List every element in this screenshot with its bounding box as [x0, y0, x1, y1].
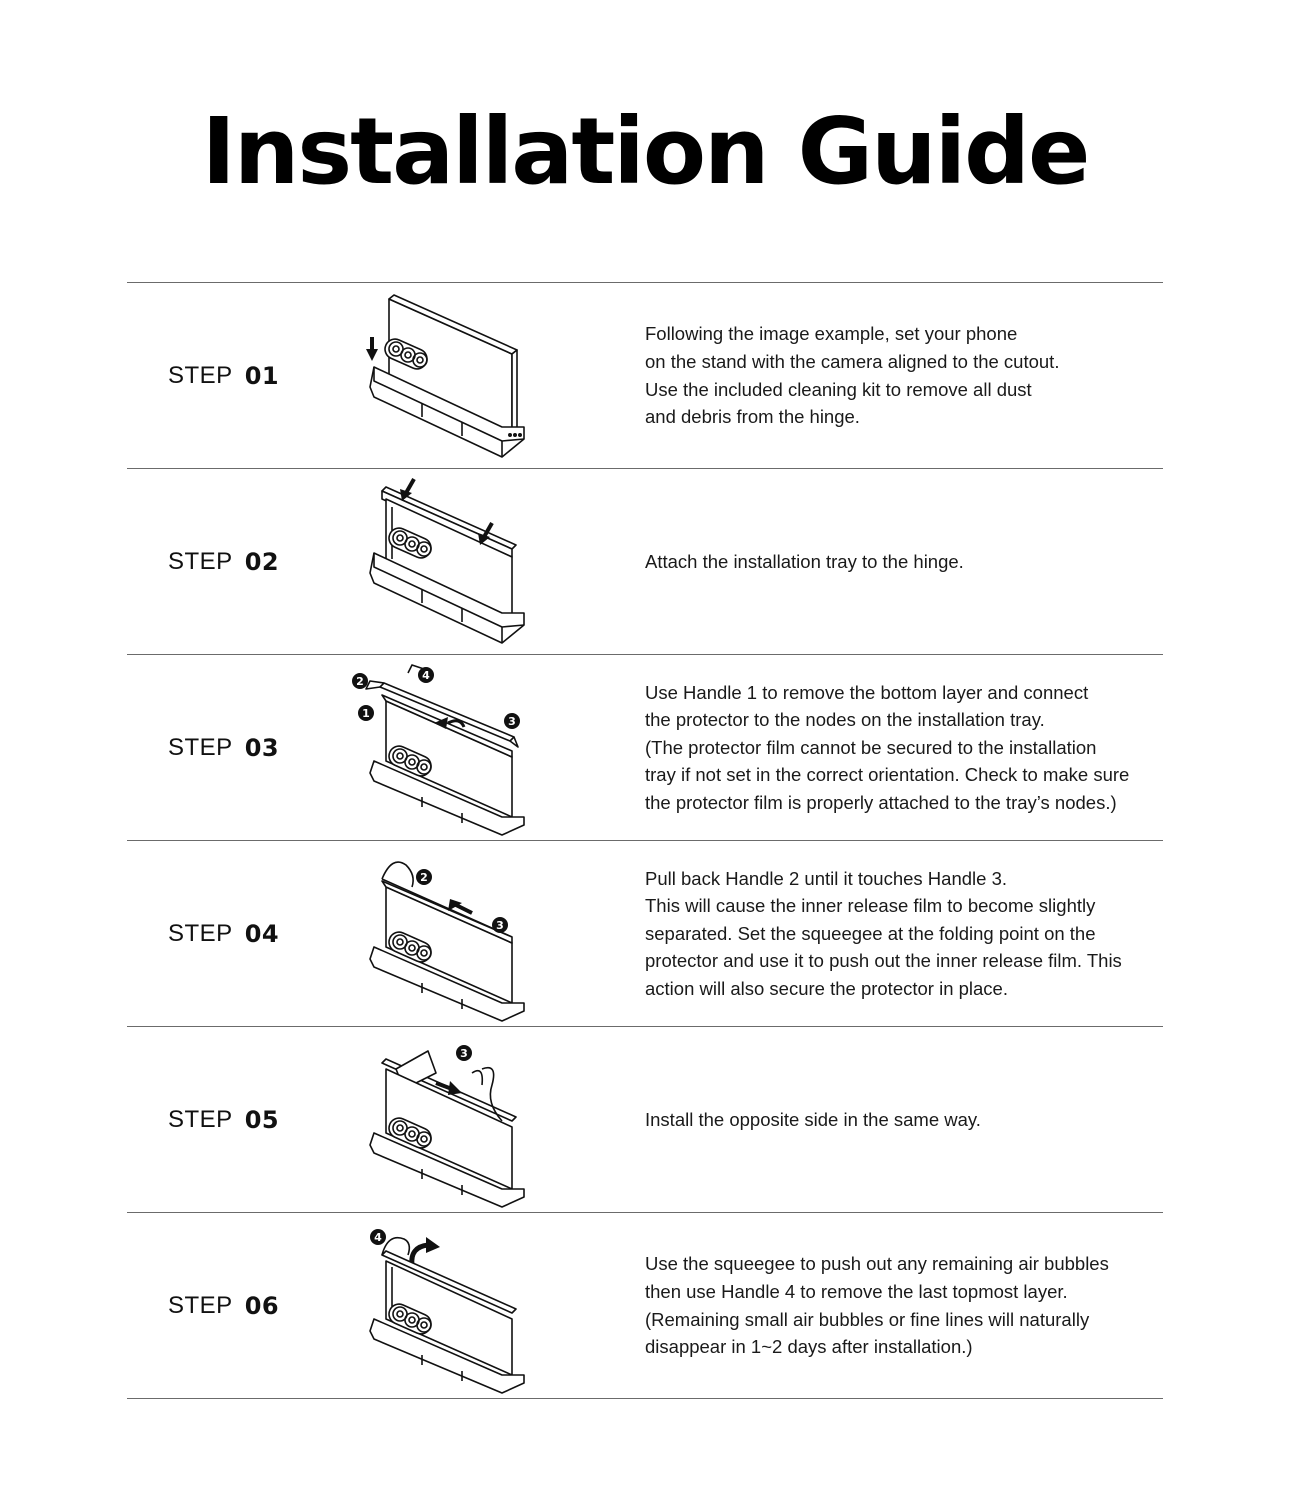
desc-line: Following the image example, set your phone	[645, 323, 1018, 345]
desc-line: Use the included cleaning kit to remove all dust	[645, 378, 1032, 400]
step-label	[168, 655, 279, 840]
desc-line: tray if not set in the correct orientation. Check to make sure	[645, 764, 1130, 786]
step-row	[127, 1212, 1163, 1399]
step-label	[168, 1027, 279, 1212]
desc-line: and debris from the hinge.	[645, 406, 860, 428]
desc-line: (Remaining small air bubbles or fine lines will naturally	[645, 1308, 1090, 1330]
desc-line: protector and use it to push out the inner release film. This	[645, 950, 1122, 972]
desc-line: then use Handle 4 to remove the last topmost layer.	[645, 1280, 1068, 1302]
step-number: 03	[244, 733, 280, 762]
badge-3: 3	[496, 919, 504, 932]
steps-list	[127, 282, 1163, 1399]
step-word: STEP	[168, 1291, 233, 1319]
badge-3: 3	[460, 1047, 468, 1060]
step-word: STEP	[168, 919, 233, 947]
desc-line: Pull back Handle 2 until it touches Handle 3.	[645, 867, 1007, 889]
step-label	[168, 283, 279, 468]
step-description	[645, 1027, 1165, 1212]
desc-line: Use the squeegee to push out any remaining air bubbles	[645, 1253, 1109, 1275]
step-row	[127, 1026, 1163, 1212]
desc-line: separated. Set the squeegee at the folding point on the	[645, 922, 1096, 944]
step-word: STEP	[168, 547, 233, 575]
step-label	[168, 469, 279, 654]
step-row	[127, 282, 1163, 468]
step-number: 04	[244, 919, 280, 948]
pull-handle-icon	[352, 847, 542, 1022]
step-description	[645, 283, 1165, 468]
desc-line: disappear in 1~2 days after installation.)	[645, 1336, 973, 1358]
page-title: Installation Guide	[201, 98, 1089, 205]
desc-line: on the stand with the camera aligned to the cutout.	[645, 350, 1060, 372]
step-row	[127, 654, 1163, 840]
badge-2: 2	[420, 871, 428, 884]
step-row	[127, 840, 1163, 1026]
step-description	[645, 655, 1165, 840]
tray-attach-icon	[352, 475, 542, 650]
protector-handles-icon	[352, 661, 542, 836]
step-row	[127, 468, 1163, 654]
step-description	[645, 1213, 1165, 1398]
desc-line: Use Handle 1 to remove the bottom layer and connect	[645, 681, 1089, 703]
desc-line: Attach the installation tray to the hinge.	[645, 550, 964, 572]
step-number: 01	[244, 361, 280, 390]
desc-line: (The protector film cannot be secured to the installation	[645, 736, 1097, 758]
badge-4: 4	[422, 669, 430, 682]
desc-line: action will also secure the protector in place.	[645, 977, 1008, 999]
opposite-side-icon	[352, 1033, 542, 1208]
desc-line: the protector to the nodes on the installation tray.	[645, 709, 1045, 731]
step-label	[168, 1213, 279, 1398]
remove-top-layer-icon	[352, 1219, 542, 1394]
step-number: 02	[244, 547, 280, 576]
step-label	[168, 841, 279, 1026]
step-word: STEP	[168, 733, 233, 761]
step-description	[645, 841, 1165, 1026]
desc-line: This will cause the inner release film to become slightly	[645, 895, 1096, 917]
badge-2: 2	[356, 675, 364, 688]
step-number: 06	[244, 1291, 280, 1320]
step-description	[645, 469, 1165, 654]
badge-1: 1	[362, 707, 370, 720]
step-number: 05	[244, 1105, 280, 1134]
desc-line: the protector film is properly attached to the tray’s nodes.)	[645, 791, 1117, 813]
step-word: STEP	[168, 361, 233, 389]
desc-line: Install the opposite side in the same way.	[645, 1108, 981, 1130]
badge-3: 3	[508, 715, 516, 728]
phone-on-stand-icon	[352, 289, 542, 464]
step-word: STEP	[168, 1105, 233, 1133]
badge-4: 4	[374, 1231, 382, 1244]
